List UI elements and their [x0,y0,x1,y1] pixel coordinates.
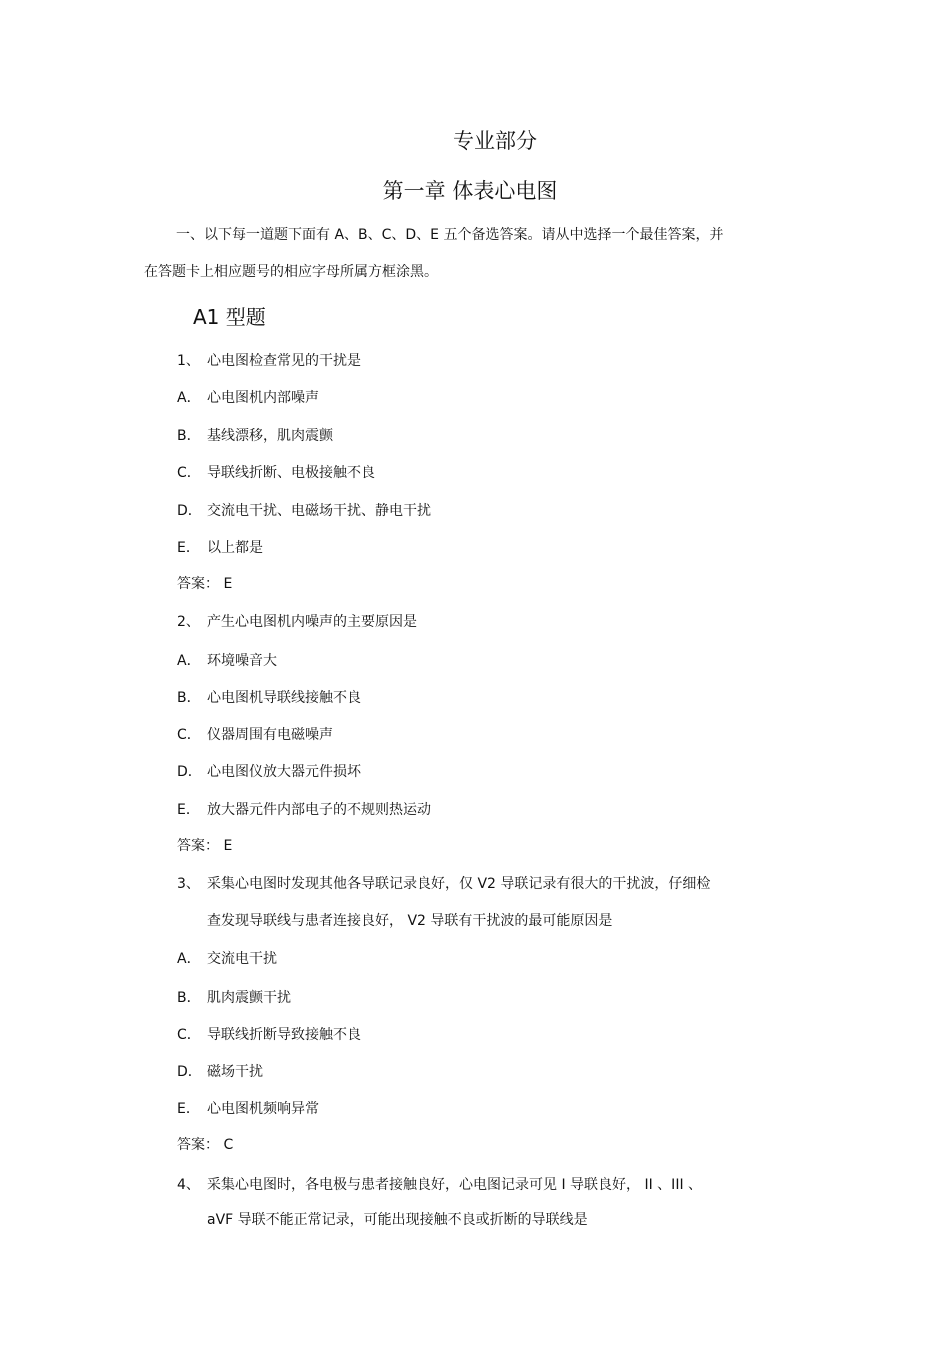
answer-value: E [223,838,233,854]
option-3a [177,952,277,966]
option-1e [177,541,263,555]
option-label: B． [177,690,201,706]
option-3d [177,1065,263,1079]
option-label: E． [177,802,200,818]
option-text: 放大器元件内部电子的不规则热运动 [207,802,431,818]
answer-label: 答案： [177,1137,219,1153]
option-text: 交流电干扰、电磁场干扰、静电干扰 [207,503,431,519]
option-text: 心电图机内部噪声 [207,390,319,406]
intro-line-1: 一、以下每一道题下面有 A、B、C、D、E 五个备选答案。请从中选择一个最佳答案，并 [176,227,724,243]
option-label: D． [177,764,202,780]
option-2a [177,654,277,668]
question-number: 3、 [177,876,200,892]
question-text: 采集心电图时发现其他各导联记录良好，仅 V2 导联记录有很大的干扰波，仔细检 [207,876,711,892]
option-2b [177,691,361,705]
question-text: 采集心电图时，各电极与患者接触良好，心电图记录可见 I 导联良好， II 、III 、 [207,1177,703,1193]
question-text: 心电图检查常见的干扰是 [207,353,361,369]
option-text: 肌肉震颤干扰 [207,990,291,1006]
option-text: 交流电干扰 [207,951,277,967]
option-2e [177,803,431,817]
option-label: C． [177,465,201,481]
question-3 [177,877,710,891]
answer-value: C [223,1137,234,1153]
option-label: A． [177,951,201,967]
option-label: D． [177,1064,202,1080]
option-label: A． [177,390,201,406]
option-label: B． [177,428,201,444]
question-2 [177,615,417,629]
option-text: 磁场干扰 [207,1064,263,1080]
option-text: 仪器周围有电磁噪声 [207,727,333,743]
option-3b [177,991,291,1005]
question-number: 4、 [177,1177,200,1193]
option-label: E． [177,1101,200,1117]
option-text: 心电图机频响异常 [207,1101,319,1117]
option-1d [177,504,431,518]
option-text: 导联线折断、电极接触不良 [207,465,375,481]
question-4-line-2: aVF 导联不能正常记录，可能出现接触不良或折断的导联线是 [207,1212,588,1228]
option-label: A． [177,653,201,669]
question-4 [177,1178,702,1192]
option-label: D． [177,503,202,519]
option-text: 基线漂移，肌肉震颤 [207,428,333,444]
question-number: 2、 [177,614,200,630]
chapter-title: 第一章 体表心电图 [382,179,558,203]
option-label: C． [177,1027,201,1043]
option-label: B． [177,990,201,1006]
answer-label: 答案： [177,838,219,854]
option-text: 导联线折断导致接触不良 [207,1027,361,1043]
option-3c [177,1028,361,1042]
answer-3 [177,1138,233,1152]
answer-1 [177,577,232,591]
option-1b [177,429,333,443]
option-2c [177,728,333,742]
answer-2 [177,839,232,853]
intro-line-2: 在答题卡上相应题号的相应字母所属方框涂黑。 [144,264,438,280]
option-text: 心电图机导联线接触不良 [207,690,361,706]
option-1a [177,391,319,405]
option-text: 心电图仪放大器元件损坏 [207,764,361,780]
option-3e [177,1102,319,1116]
option-text: 环境噪音大 [207,653,277,669]
question-text: 产生心电图机内噪声的主要原因是 [207,614,417,630]
option-label: E． [177,540,200,556]
part-title: 专业部分 [453,129,537,153]
option-1c [177,466,375,480]
option-text: 以上都是 [207,540,263,556]
question-1 [177,354,361,368]
section-title: A1 型题 [193,305,266,329]
option-2d [177,765,361,779]
option-label: C． [177,727,201,743]
question-3-line-2: 查发现导联线与患者连接良好， V2 导联有干扰波的最可能原因是 [207,913,613,929]
answer-value: E [223,576,233,592]
answer-label: 答案： [177,576,219,592]
question-number: 1、 [177,353,200,369]
